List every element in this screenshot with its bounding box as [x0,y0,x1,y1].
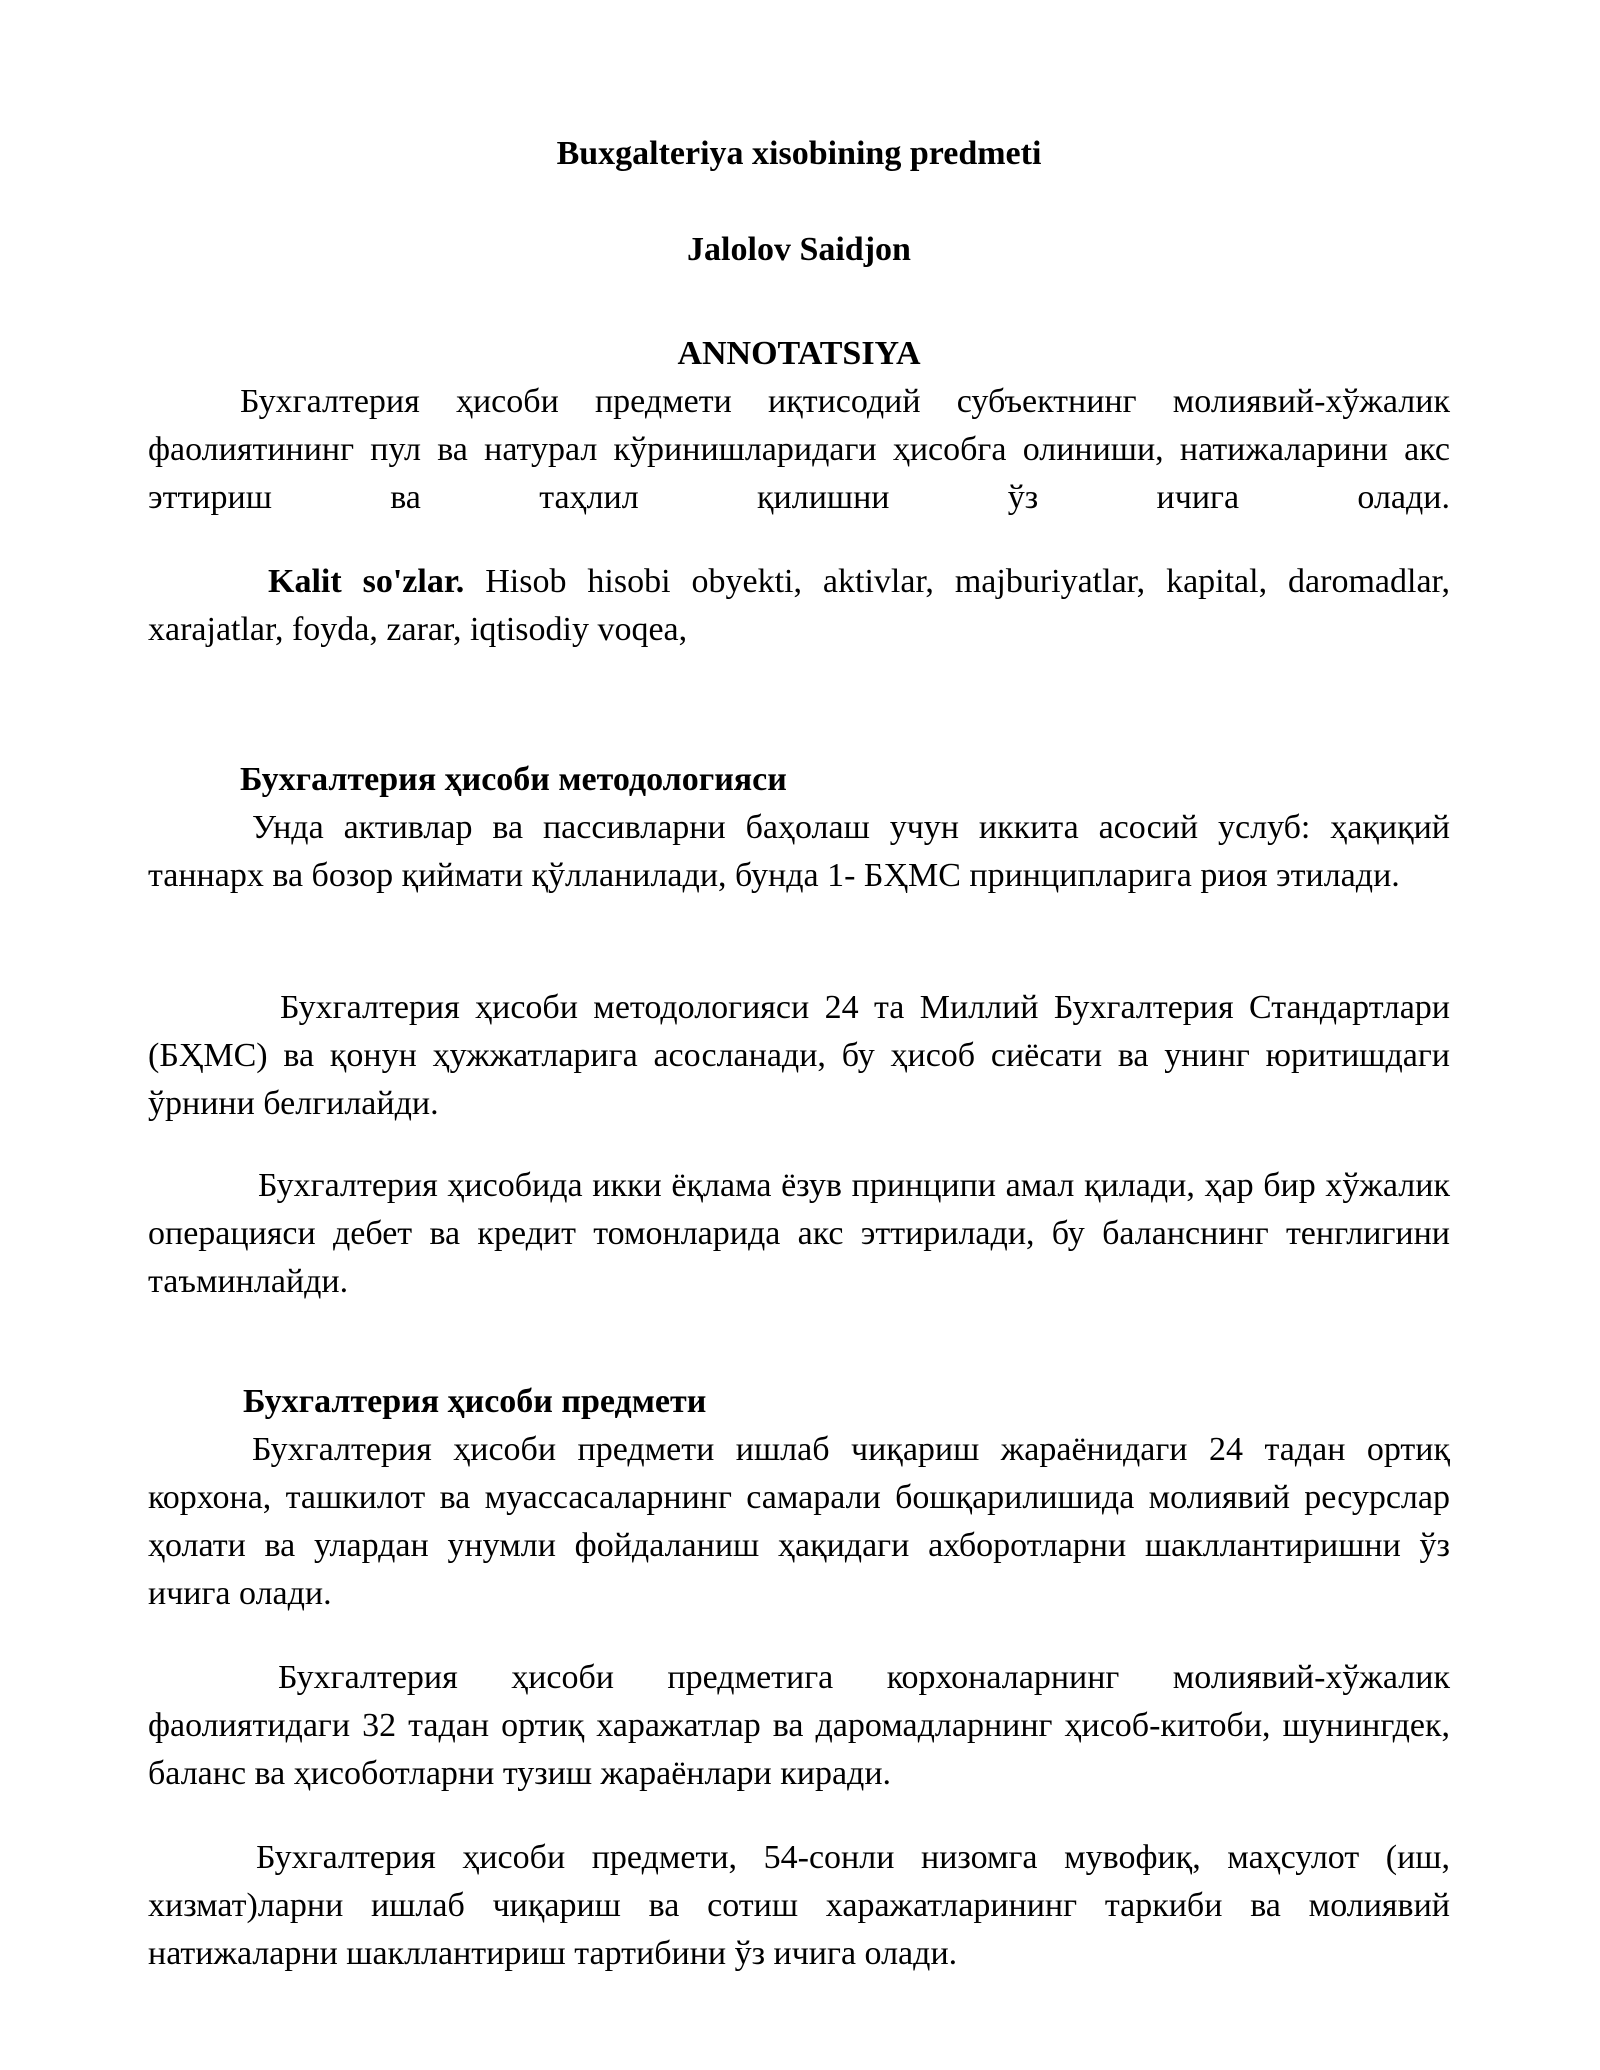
methodology-paragraph-1: Унда активлар ва пассивларни баҳолаш учун иккита асосий услуб: ҳақиқий таннарх ва бозор қиймати қўлланилади, бунда 1- БҲМС принципларига риоя этилади. [148,809,1450,894]
annotation-text: Бухгалтерия ҳисоби предмети иқтисодий субъектнинг молиявий-хўжалик фаолиятининг пул ва натурал кўринишларидаги ҳисобга олиниши, натижаларини акс эттириш ва таҳлил қилишни ўз ичига олади. [148,383,1450,516]
subject-paragraph-3: Бухгалтерия ҳисоби предмети, 54-сонли низомга мувофиқ, маҳсулот (иш, хизмат)ларни ишлаб чиқариш ва сотиш харажатларининг таркиби ва молиявий натижаларни шакллантириш тартибини ўз ичига олади. [148,1839,1450,1972]
subject-paragraph-1: Бухгалтерия ҳисоби предмети ишлаб чиқариш жараёнидаги 24 тадан ортиқ корхона, ташкилот ва муассасаларнинг самарали бошқарилишида молиявий ресурслар ҳолати ва улардан унумли фойдаланиш ҳақидаги ахборотларни шакллантиришни ўз ичига олади. [148,1431,1450,1612]
section-heading-methodology: Бухгалтерия ҳисоби методологияси [240,761,787,798]
annotation-heading: ANNOTATSIYA [677,335,921,372]
methodology-paragraph-2: Бухгалтерия ҳисоби методологияси 24 та Миллий Бухгалтерия Стандартлари (БҲМС) ва қонун ҳужжатларига асосланади, бу ҳисоб сиёсати ва унинг юритишдаги ўрнини белгилайди. [148,989,1450,1122]
author-name: Jalolov Saidjon [687,231,911,268]
keywords-text: Hisob hisobi obyekti, aktivlar, majburiyatlar, kapital, daromadlar, xarajatlar, foyda, zarar, iqtisodiy voqea, [148,563,1450,648]
subject-paragraph-2: Бухгалтерия ҳисоби предметига корхоналарнинг молиявий-хўжалик фаолиятидаги 32 тадан ортиқ харажатлар ва даромадларнинг ҳисоб-китоби, шунингдек, баланс ва ҳисоботларни тузиш жараёнлари киради. [148,1659,1450,1792]
section-heading-subject: Бухгалтерия ҳисоби предмети [243,1383,707,1420]
keywords-paragraph [148,558,1450,654]
methodology-paragraph-3: Бухгалтерия ҳисобида икки ёқлама ёзув принципи амал қилади, ҳар бир хўжалик операцияси дебет ва кредит томонларида акс эттирилади, бу баланснинг тенглигини таъминлайди. [148,1167,1450,1300]
keywords-label: Kalit so'zlar. [268,563,465,600]
document-title: Buxgalteriya xisobining predmeti [556,135,1042,172]
